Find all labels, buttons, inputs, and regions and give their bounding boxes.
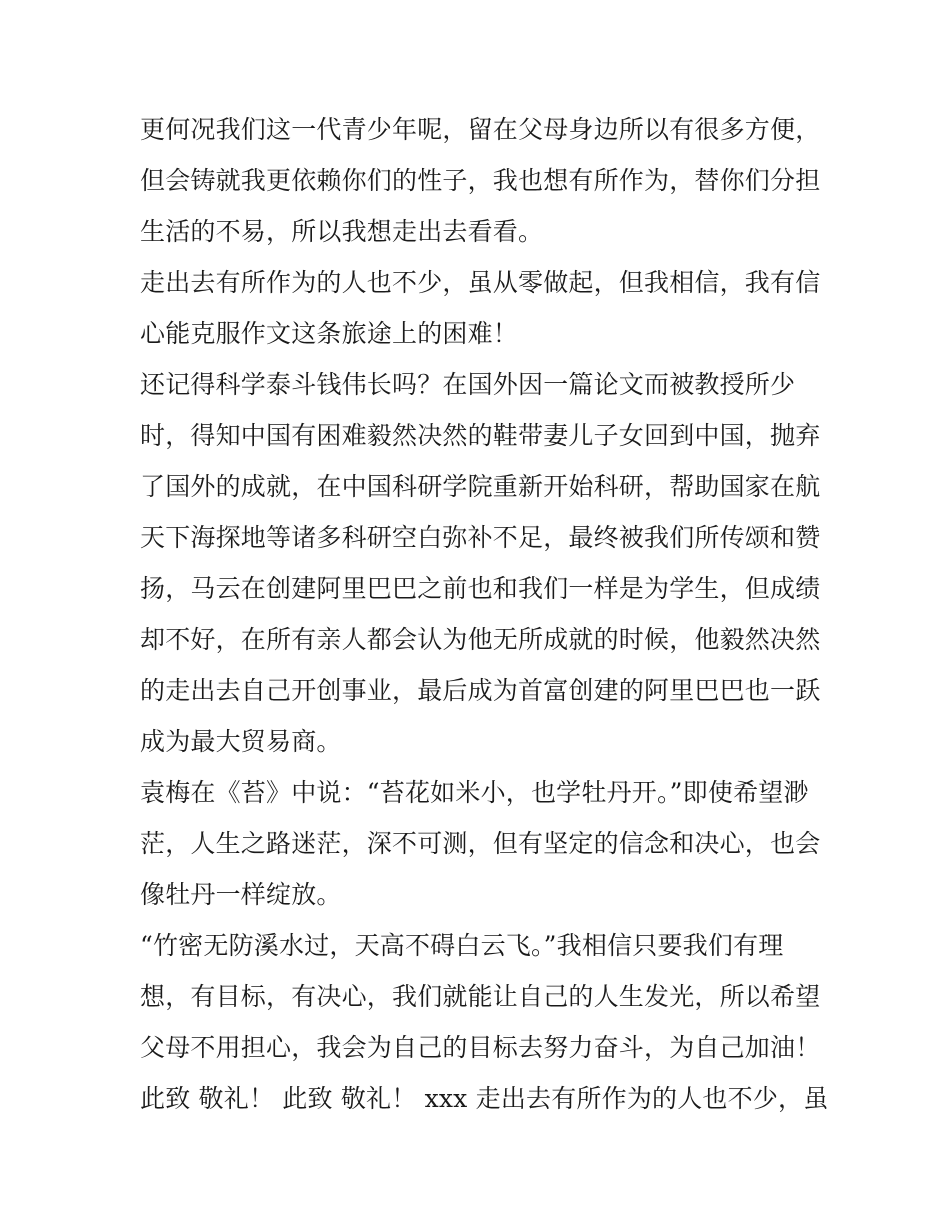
text-line: 父母不用担心，我会为自己的目标去努力奋斗，为自己加油！ — [140, 1033, 821, 1062]
text-line: “竹密无防溪水过，天高不碍白云飞。”我相信只要我们有理 — [140, 931, 784, 960]
text-line: 茫，人生之路迷茫，深不可测，但有坚定的信念和决心，也会 — [140, 829, 821, 858]
text-line: 天下海探地等诸多科研空白弥补不足，最终被我们所传颂和赞 — [140, 523, 821, 552]
text-line: 走出去有所作为的人也不少，虽从零做起，但我相信，我有信 — [140, 268, 821, 297]
text-line: 像牡丹一样绽放。 — [140, 880, 342, 909]
text-line: 还记得科学泰斗钱伟长吗？在国外因一篇论文而被教授所少 — [140, 370, 796, 399]
text-line: 想，有目标，有决心，我们就能让自己的人生发光，所以希望 — [140, 982, 821, 1011]
text-line: 此致 敬礼！ 此致 敬礼！ xxx 走出去有所作为的人也不少，虽 — [140, 1084, 829, 1113]
text-line: 但会铸就我更依赖你们的性子，我也想有所作为，替你们分担 — [140, 166, 821, 195]
text-line: 成为最大贸易商。 — [140, 727, 342, 756]
essay-text — [140, 104, 830, 1124]
text-line: 扬，马云在创建阿里巴巴之前也和我们一样是为学生，但成绩 — [140, 574, 821, 603]
text-line: 却不好，在所有亲人都会认为他无所成就的时候，他毅然决然 — [140, 625, 821, 654]
text-line: 袁梅在《苔》中说：“苔花如米小，也学牡丹开。”即使希望渺 — [140, 778, 809, 807]
text-line: 心能克服作文这条旅途上的困难！ — [140, 319, 519, 348]
text-line: 了国外的成就，在中国科研学院重新开始科研，帮助国家在航 — [140, 472, 821, 501]
text-line: 的走出去自己开创事业，最后成为首富创建的阿里巴巴也一跃 — [140, 676, 821, 705]
text-line: 时，得知中国有困难毅然决然的鞋带妻儿子女回到中国，抛弃 — [140, 421, 821, 450]
text-line: 生活的不易，所以我想走出去看看。 — [140, 217, 544, 246]
text-line: 更何况我们这一代青少年呢，留在父母身边所以有很多方便， — [140, 115, 821, 144]
